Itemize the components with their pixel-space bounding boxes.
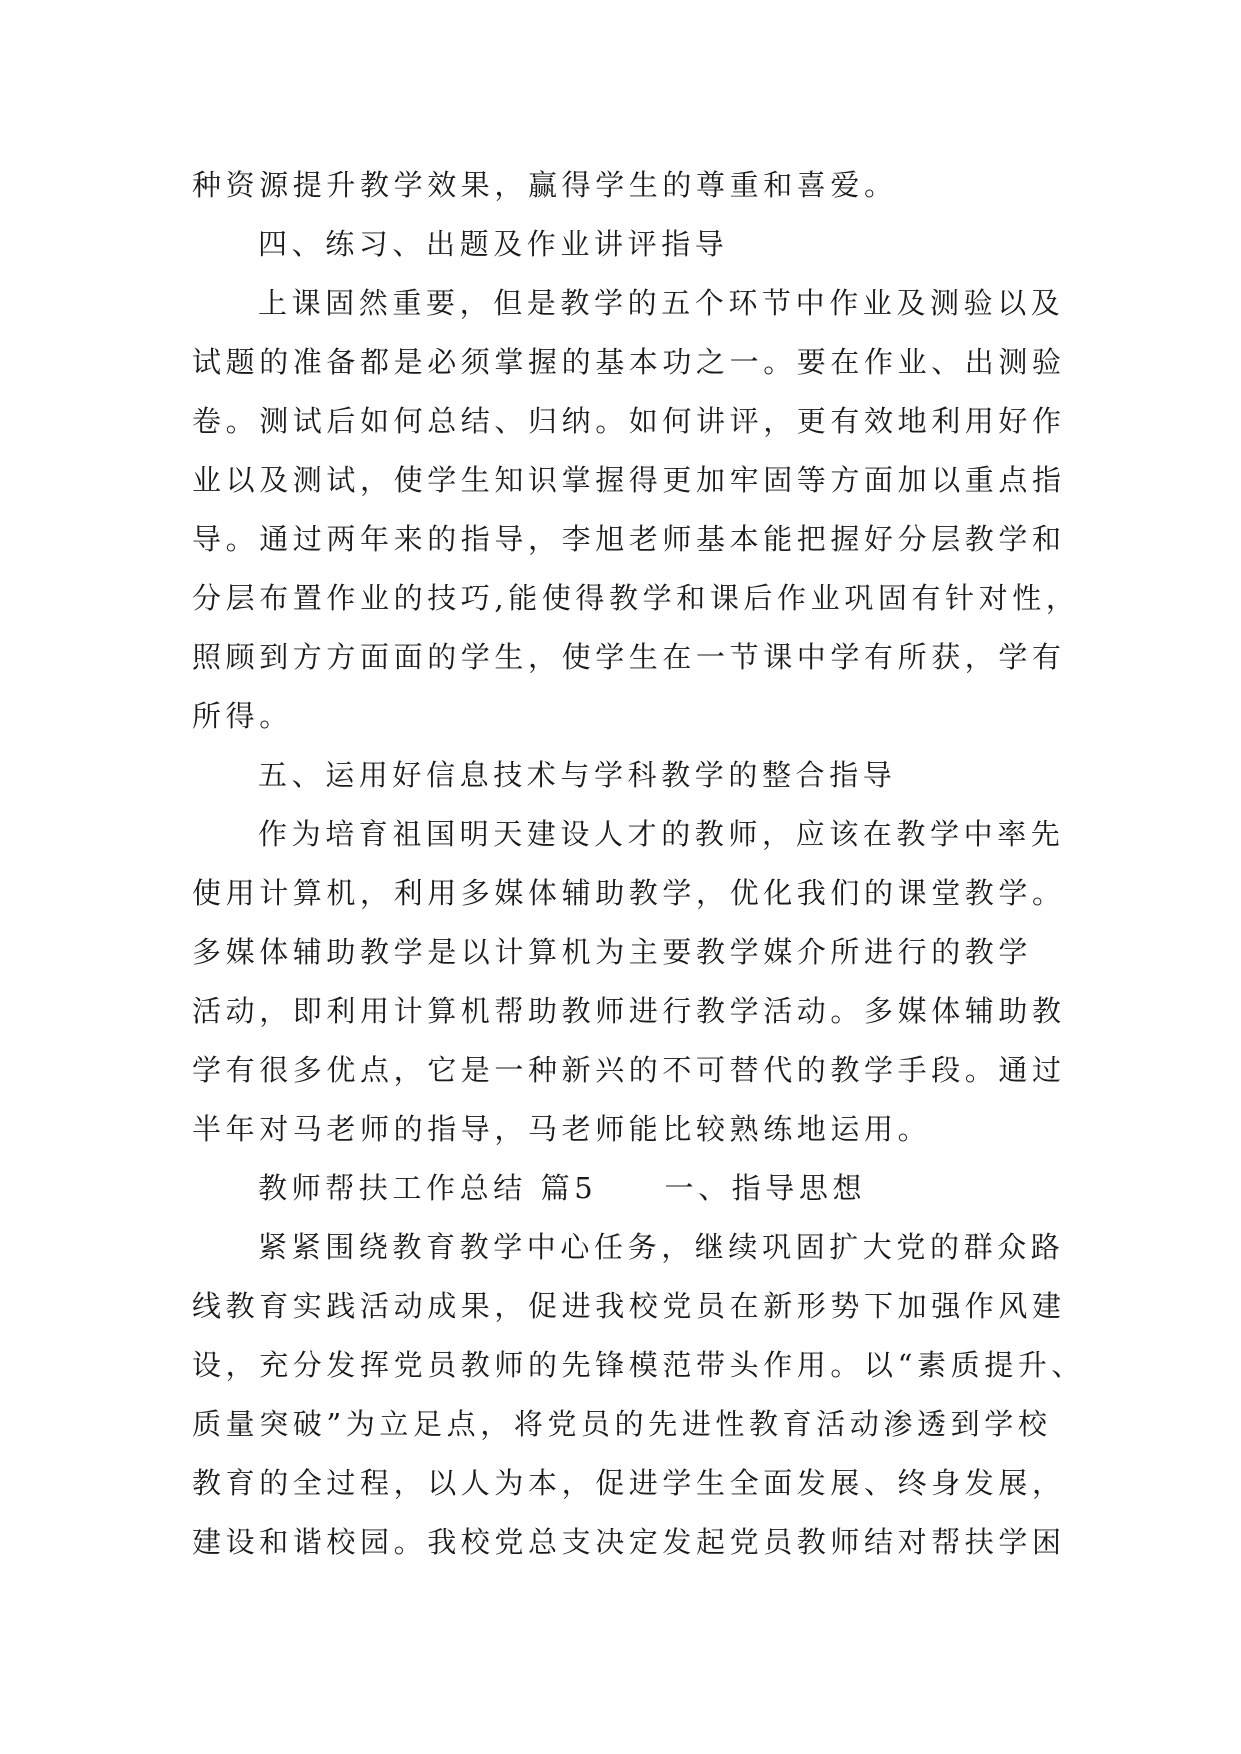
article-heading: 教师帮扶工作总结 篇5 一、指导思想 [258, 1171, 867, 1205]
text-line: 教育的全过程，以人为本，促进学生全面发展、终身发展， [192, 1466, 1066, 1500]
text-line: 质量突破”为立足点，将党员的先进性教育活动渗透到学校 [192, 1407, 1052, 1441]
text-line: 多媒体辅助教学是以计算机为主要教学媒介所进行的教学 [192, 935, 1033, 969]
text-line: 导。通过两年来的指导，李旭老师基本能把握好分层教学和 [192, 522, 1066, 556]
text-line: 业以及测试，使学生知识掌握得更加牢固等方面加以重点指 [192, 463, 1066, 497]
text-line: 设，充分发挥党员教师的先锋模范带头作用。以“素质提升、 [192, 1348, 1086, 1382]
text-line: 建设和谐校园。我校党总支决定发起党员教师结对帮扶学困 [192, 1525, 1066, 1559]
text-line: 线教育实践活动成果，促进我校党员在新形势下加强作风建 [192, 1289, 1066, 1323]
text-line: 使用计算机，利用多媒体辅助教学，优化我们的课堂教学。 [192, 876, 1066, 910]
text-line: 紧紧围绕教育教学中心任务，继续巩固扩大党的群众路 [258, 1230, 1065, 1264]
section-heading: 四、练习、出题及作业讲评指导 [258, 227, 729, 261]
text-line: 上课固然重要，但是教学的五个环节中作业及测验以及 [258, 286, 1065, 320]
text-line: 试题的准备都是必须掌握的基本功之一。要在作业、出测验 [192, 345, 1066, 379]
text-line: 学有很多优点，它是一种新兴的不可替代的教学手段。通过 [192, 1053, 1066, 1087]
section-heading: 五、运用好信息技术与学科教学的整合指导 [258, 758, 897, 792]
text-line: 卷。测试后如何总结、归纳。如何讲评，更有效地利用好作 [192, 404, 1066, 438]
text-line: 半年对马老师的指导，马老师能比较熟练地运用。 [192, 1112, 932, 1146]
text-line: 所得。 [192, 699, 293, 733]
text-line: 作为培育祖国明天建设人才的教师，应该在教学中率先 [258, 817, 1065, 851]
text-line: 活动，即利用计算机帮助教师进行教学活动。多媒体辅助教 [192, 994, 1066, 1028]
text-line: 种资源提升教学效果，赢得学生的尊重和喜爱。 [192, 168, 898, 202]
text-line: 照顾到方方面面的学生，使学生在一节课中学有所获，学有 [192, 640, 1066, 674]
text-line: 分层布置作业的技巧,能使得教学和课后作业巩固有针对性， [192, 581, 1080, 615]
document-body [192, 156, 1086, 1572]
